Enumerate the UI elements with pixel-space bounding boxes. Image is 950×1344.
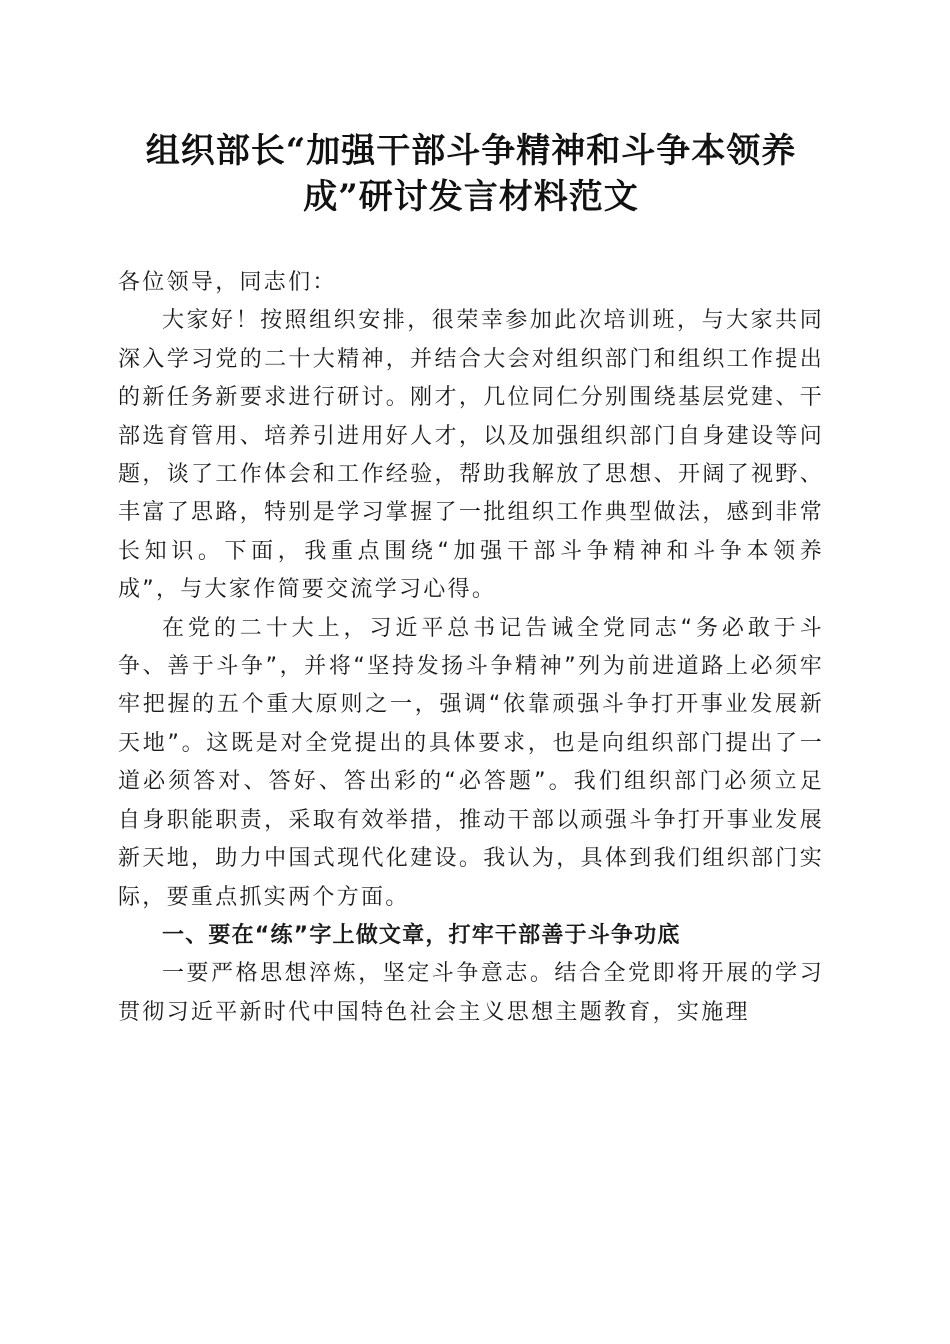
document-title [118,128,824,220]
title-line-1: 组织部长“加强干部斗争精神和斗争本领养 [145,131,797,171]
section-heading-1: 一、要在“练”字上做文章，打牢干部善于斗争功底 [162,922,681,948]
salutation: 各位领导，同志们： [118,270,337,295]
paragraph-1: 大家好！按照组织安排，很荣幸参加此次培训班，与大家共同深入学习党的二十大精神，并结合大会对组织部门和组织工作提出的新任务新要求进行研讨。刚才，几位同仁分别围绕基层党建、干部选育管用、培养引进用好人才，以及加强组织部门自身建设等问题，谈了工作体会和工作经验，帮助我解放了思想、开阔了视野、丰富了思路，特别是学习掌握了一批组织工作典型做法，感到非常长知识。下面，我重点围绕“加强干部斗争精神和斗争本领养成”，与大家作简要交流学习心得。 [118,308,824,603]
paragraph-3: 一要严格思想淬炼，坚定斗争意志。结合全党即将开展的学习贯彻习近平新时代中国特色社会主义思想主题教育，实施理 [118,961,824,1025]
document-body [118,264,824,1032]
title-line-2: 成”研讨发言材料范文 [303,177,639,217]
paragraph-2: 在党的二十大上，习近平总书记告诫全党同志“务必敢于斗争、善于斗争”，并将“坚持发扬斗争精神”列为前进道路上必须牢牢把握的五个重大原则之一，强调“依靠顽强斗争打开事业发展新天地”。这既是对全党提出的具体要求，也是向组织部门提出了一道必须答对、答好、答出彩的“必答题”。我们组织部门必须立足自身职能职责，采取有效举措，推动干部以顽强斗争打开事业发展新天地，助力中国式现代化建设。我认为，具体到我们组织部门实际，要重点抓实两个方面。 [118,615,824,910]
document-page [118,128,824,1032]
